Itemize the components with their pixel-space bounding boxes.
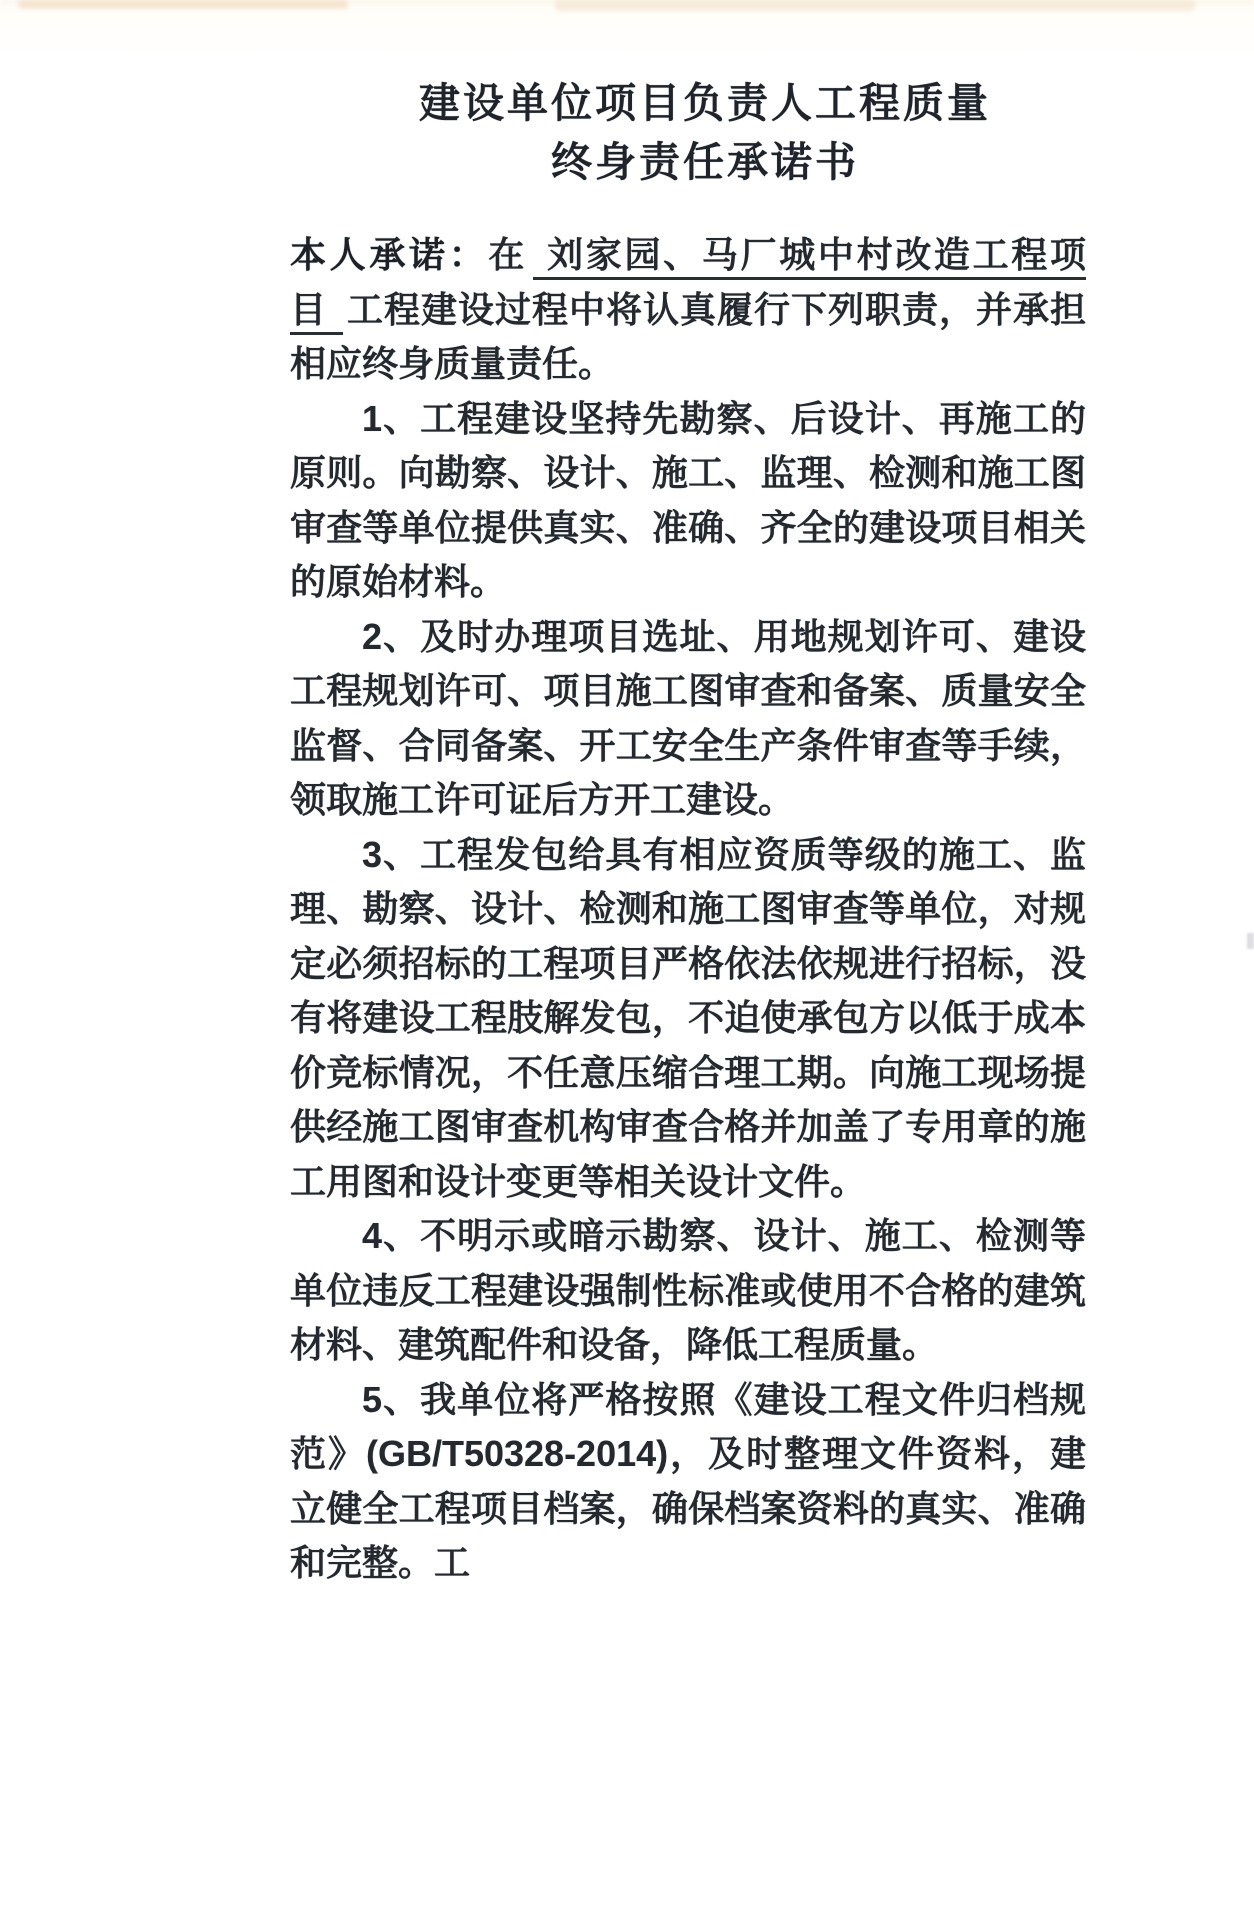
clause-4: 4、不明示或暗示勘察、设计、施工、检测等单位违反工程建设强制性标准或使用不合格的建筑材料、建筑配件和设备，降低工程质量。: [290, 1215, 1086, 1365]
intro-pre-text: 在: [488, 234, 528, 275]
clause-3: 3、工程发包给具有相应资质等级的施工、监理、勘察、设计、检测和施工图审查等单位，对规定必须招标的工程项目严格依法依规进行招标，没有将建设工程肢解发包，不迫使承包方以低于成本价竞标情况，不任意压缩合理工期。向施工现场提供经施工图审查机构审查合格并加盖了专用章的施工用图和设计变更等相关设计文件。: [290, 833, 1086, 1202]
document-title: [290, 70, 1086, 192]
intro-post-text: 工程建设过程中将认真履行下列职责，并承担相应终身质量责任。: [290, 288, 1086, 384]
scan-artifact-right-speck: [1247, 933, 1254, 949]
scan-artifact-top-right: [555, 0, 1195, 11]
clause-2: 2、及时办理项目选址、用地规划许可、建设工程规划许可、项目施工图审查和备案、质量安全监督、合同备案、开工安全生产条件审查等手续，领取施工许可证后方开工建设。: [290, 615, 1086, 820]
scan-artifact-top-edge: [0, 0, 1254, 4]
title-line-1: 建设单位项目负责人工程质量: [419, 80, 991, 126]
title-line-2: 终身责任承诺书: [551, 139, 859, 185]
clause-5: 5、我单位将严格按照《建设工程文件归档规范》(GB/T50328-2014)，及时整理文件资料，建立健全工程项目档案，确保档案资料的真实、准确和完整。工: [290, 1378, 1086, 1583]
document-body: [290, 228, 1086, 1591]
commitment-intro-paragraph: [290, 228, 1086, 392]
clause-1: 1、工程建设坚持先勘察、后设计、再施工的原则。向勘察、设计、施工、监理、检测和施工图审查等单位提供真实、准确、齐全的建设项目相关的原始材料。: [290, 397, 1086, 602]
document-content: [290, 70, 1086, 1591]
intro-lead-label: 本人承诺：: [290, 234, 489, 275]
scan-artifact-top-left: [18, 0, 348, 9]
project-name-underlined: 刘家园、马厂城中村改造工程项目: [290, 234, 1086, 335]
